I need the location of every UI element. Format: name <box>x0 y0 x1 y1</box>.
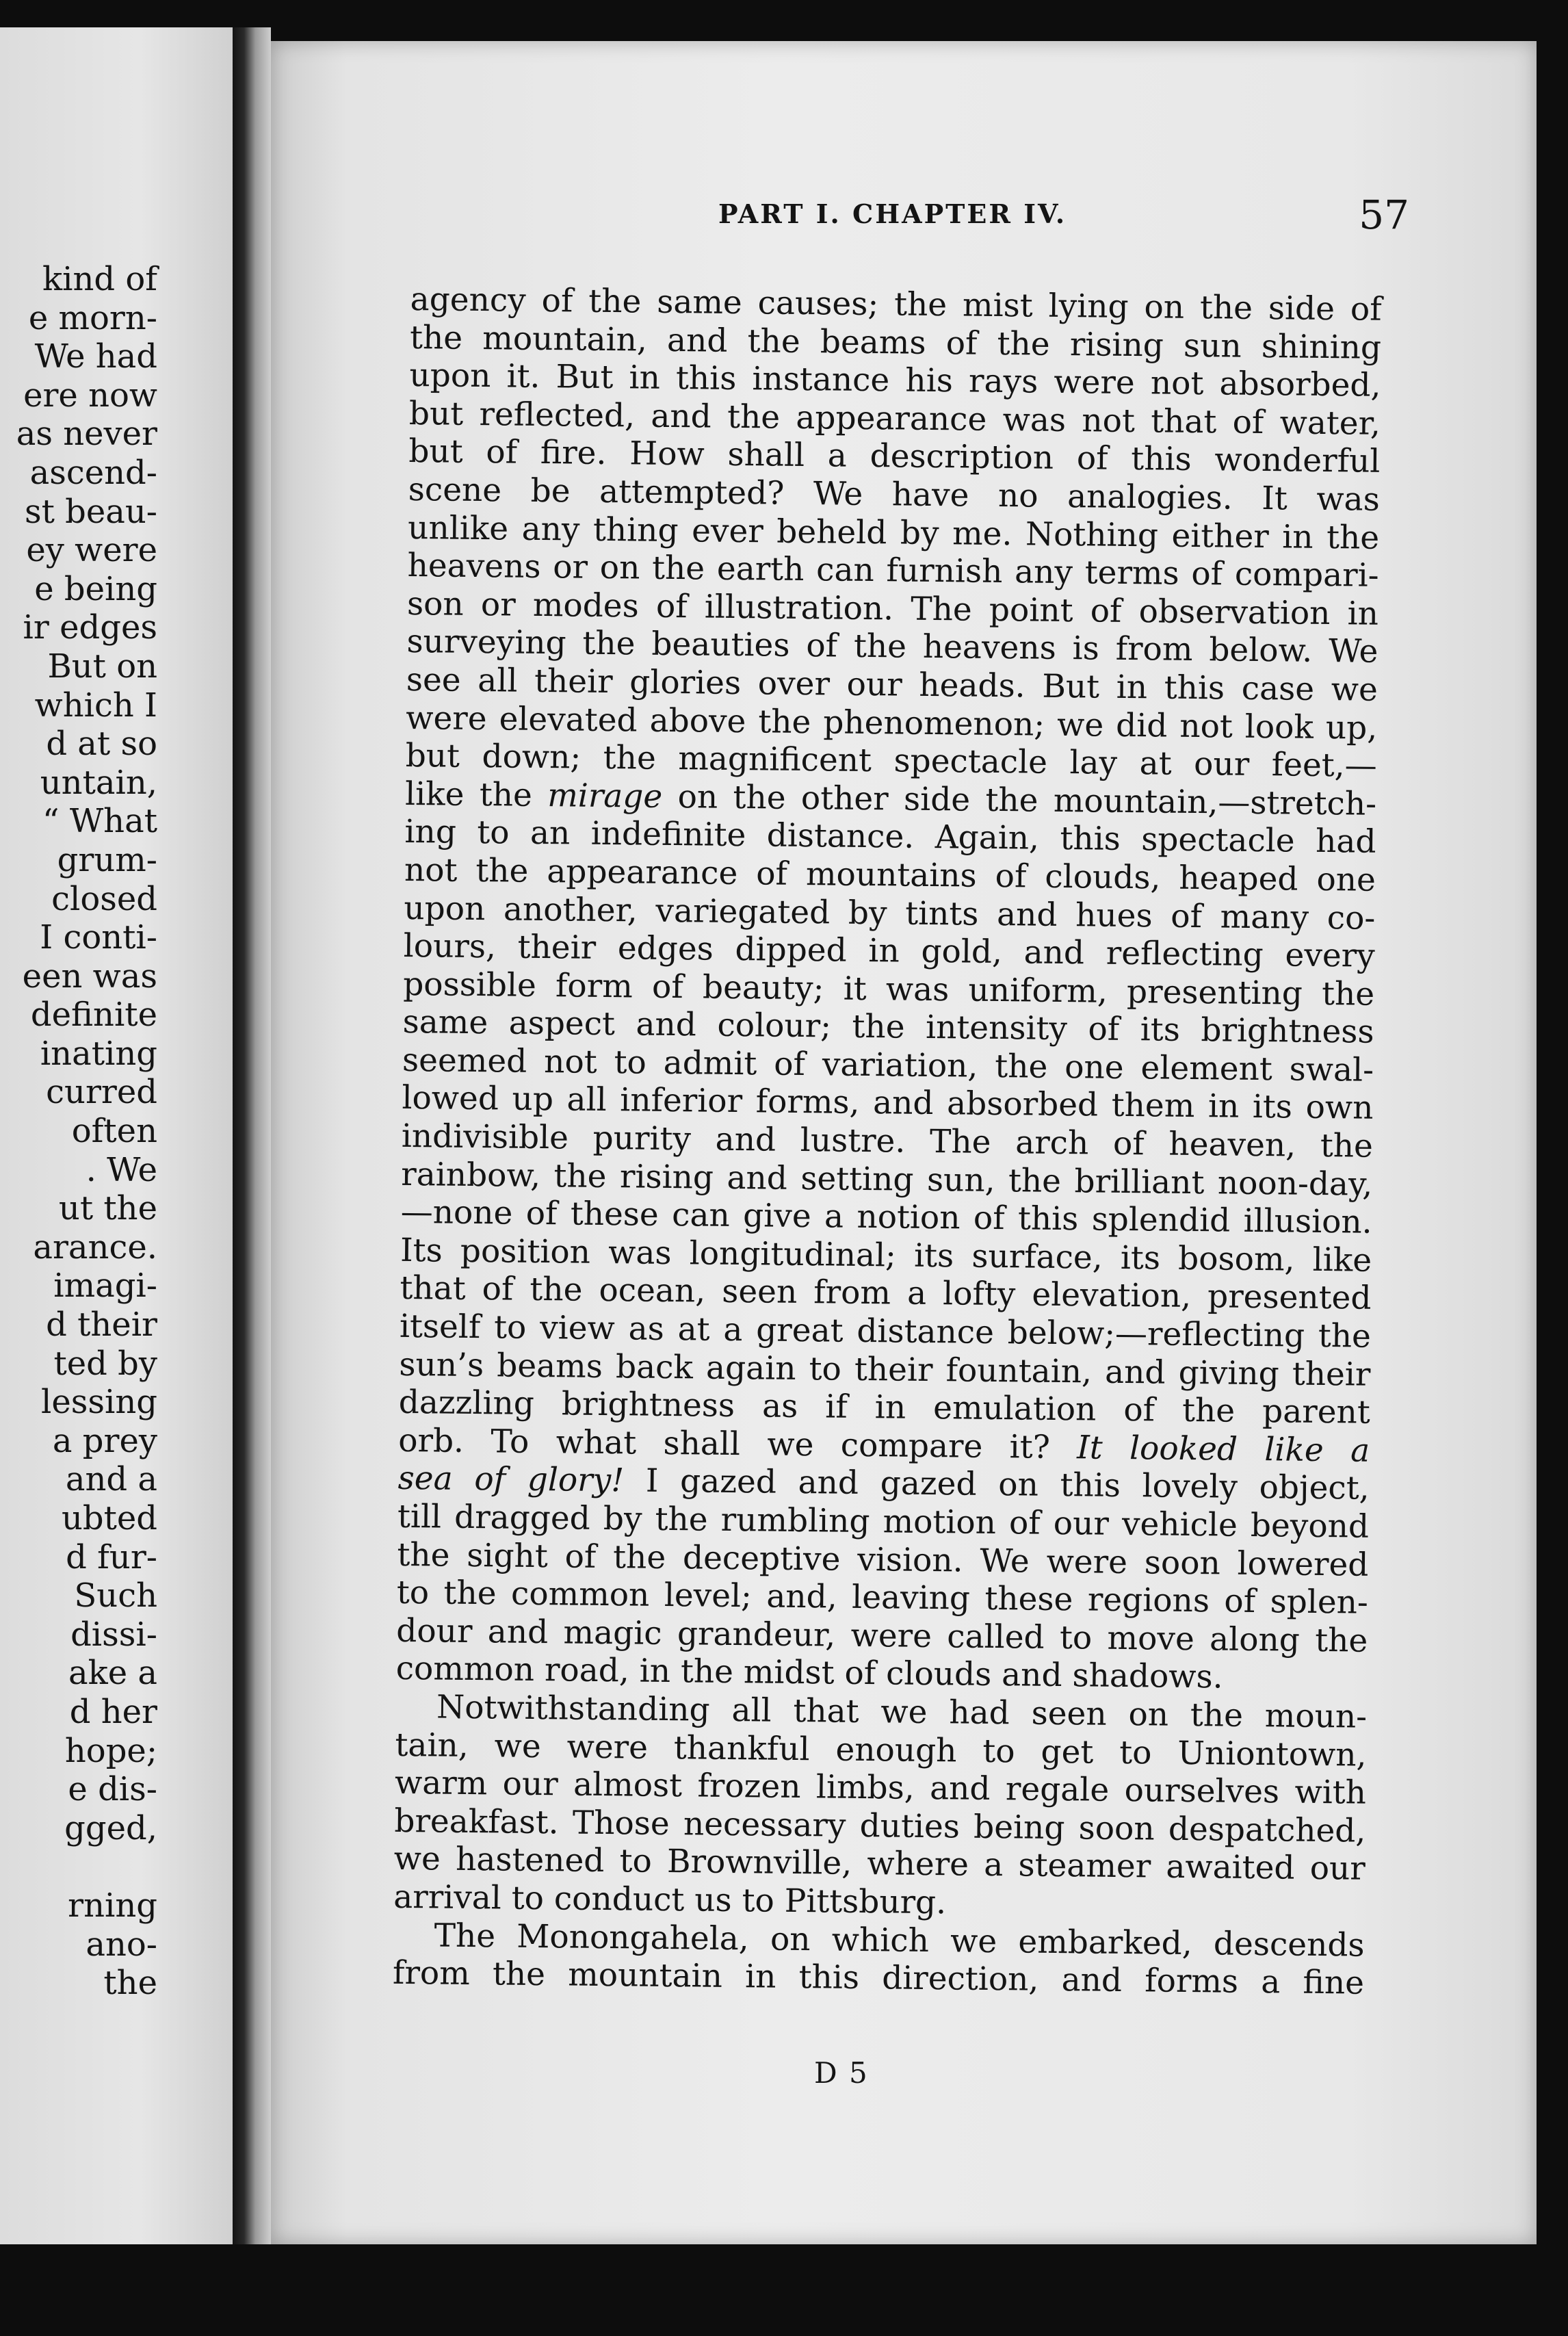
text-run: like the <box>404 775 548 814</box>
text-line: heavens or on the earth can furnish any terms of compari- <box>407 547 1379 595</box>
previous-page-fragment: ake a <box>68 1654 157 1693</box>
text-line: to the common level; and, leaving these regions of splen- <box>396 1574 1369 1622</box>
previous-page-fragment: as never <box>16 415 157 454</box>
previous-page-edge <box>0 27 233 2244</box>
previous-page-fragment <box>0 1847 157 1886</box>
previous-page-fragment: “ What <box>42 802 157 841</box>
previous-page-fragment: d at so <box>46 725 157 764</box>
book-gutter <box>233 27 271 2244</box>
previous-page-fragment: arance. <box>33 1228 157 1267</box>
text-line: upon it. But in this instance his rays were not absorbed, <box>409 356 1381 405</box>
previous-page-fragment: lessing <box>40 1383 157 1422</box>
previous-page-fragment: ubted <box>61 1499 157 1537</box>
previous-page-fragment: st beau- <box>24 492 157 531</box>
text-line: that of the ocean, seen from a lofty elevation, presented <box>400 1269 1372 1318</box>
previous-page-fragment: kind of <box>42 260 157 298</box>
previous-page-fragment: inating <box>40 1034 157 1073</box>
text-line: lours, their edges dipped in gold, and reflecting every <box>403 927 1376 975</box>
previous-page-fragment: e being <box>34 569 157 608</box>
previous-page-fragment: often <box>71 1112 157 1151</box>
text-line: till dragged by the rumbling motion of our vehicle beyond <box>397 1497 1370 1546</box>
page-number: 57 <box>1359 192 1409 238</box>
previous-page-fragment: rning <box>68 1886 157 1925</box>
previous-page-fragment: d their <box>46 1306 157 1345</box>
paragraph-end-line: arrival to conduct us to Pittsburg. <box>393 1878 947 1922</box>
previous-page-fragment: d fur- <box>66 1537 157 1576</box>
text-line: upon another, variegated by tints and hues of many co- <box>404 889 1376 937</box>
previous-page-fragment: closed <box>51 879 157 918</box>
previous-page-fragment: . We <box>86 1150 157 1189</box>
text-line: tain, we were thankful enough to get to Uniontown, <box>395 1726 1367 1774</box>
previous-page-fragment: ted by <box>53 1344 157 1383</box>
text-line: surveying the beauties of the heavens is from below. We <box>406 623 1378 671</box>
running-title: PART I. CHAPTER IV. <box>718 198 1067 229</box>
previous-page-fragment: curred <box>46 1073 157 1112</box>
text-line: breakfast. Those necessary duties being soon despatched, <box>394 1802 1366 1850</box>
text-line: possible form of beauty; it was uniform, presenting the <box>402 965 1375 1013</box>
italic-phrase: It looked like a <box>1076 1429 1370 1470</box>
text-run: I gazed and gazed on this lovely object, <box>623 1462 1370 1508</box>
text-line: ing to an indefinite distance. Again, this spectacle had <box>404 813 1376 861</box>
previous-page-fragment: Such <box>74 1576 157 1615</box>
text-line: we hastened to Brownville, where a steamer awaited our <box>393 1840 1366 1889</box>
paragraph-start-line: The Monongahela, on which we embarked, descends <box>434 1917 1365 1964</box>
text-line: agency of the same causes; the mist lying on the side of <box>410 281 1382 328</box>
italic-phrase: sea of glory! <box>397 1459 625 1500</box>
text-line: indivisible purity and lustre. The arch of heaven, the <box>401 1117 1374 1165</box>
previous-page-fragment: ir edges <box>23 608 157 647</box>
previous-page-fragment: hope; <box>64 1731 157 1770</box>
previous-page-fragment: dissi- <box>70 1615 157 1654</box>
text-line: dour and magic grandeur, were called to move along the <box>396 1611 1368 1660</box>
text-line: dazzling brightness as if in emulation of the parent <box>398 1384 1371 1431</box>
body-text <box>393 281 1382 2002</box>
previous-page-fragment: definite <box>30 996 157 1035</box>
text-line: son or modes of illustration. The point of observation in <box>406 584 1379 633</box>
previous-page-fragment: the <box>103 1964 157 2003</box>
paragraph-start-line: Notwithstanding all that we had seen on the moun- <box>436 1688 1368 1736</box>
previous-page-fragment: ey were <box>26 531 157 570</box>
text-line: not the appearance of mountains of clouds, heaped one <box>404 851 1376 899</box>
text-line: —none of these can give a notion of this splendid illusion. <box>400 1193 1372 1242</box>
previous-page-fragment: ascend- <box>29 453 157 492</box>
text-line: see all their glories over our heads. But in this case we <box>406 660 1378 709</box>
previous-page-fragment: een was <box>22 957 157 996</box>
previous-page-text <box>0 260 157 2003</box>
text-line: seemed not to admit of variation, the one element swal- <box>402 1041 1374 1089</box>
previous-page-fragment: e dis- <box>68 1770 157 1809</box>
text-line: the mountain, and the beams of the rising sun shining <box>409 318 1382 367</box>
paragraph-end-line: common road, in the midst of clouds and shadows. <box>395 1650 1223 1696</box>
text-line: were elevated above the phenomenon; we did not look up, <box>406 699 1378 747</box>
previous-page-fragment: d her <box>69 1692 157 1731</box>
previous-page-fragment: imagi- <box>53 1267 157 1306</box>
text-line: rainbow, the rising and setting sun, the brilliant noon-day, <box>401 1155 1373 1204</box>
text-run: on the other side the mountain,—stretch- <box>662 777 1377 823</box>
previous-page-fragment: ut the <box>58 1189 157 1228</box>
previous-page-fragment: ere now <box>23 376 157 415</box>
previous-page-fragment: a prey <box>52 1421 157 1460</box>
previous-page-fragment: ano- <box>86 1925 157 1964</box>
text-line: same aspect and colour; the intensity of its brightness <box>402 1003 1374 1052</box>
previous-page-fragment: But on <box>47 647 157 686</box>
previous-page-fragment: untain, <box>40 763 157 802</box>
previous-page-fragment: We had <box>34 337 157 376</box>
text-line: warm our almost frozen limbs, and regale ourselves with <box>394 1764 1367 1812</box>
text-line: but down; the magnificent spectacle lay at our feet,— <box>405 737 1377 785</box>
text-line: but of fire. How shall a description of this wonderful <box>408 432 1381 481</box>
text-run: orb. To what shall we compare it? <box>397 1421 1077 1467</box>
previous-page-fragment: which I <box>34 686 157 725</box>
previous-page-fragment: gged, <box>64 1808 157 1847</box>
previous-page-fragment: grum- <box>57 840 157 879</box>
text-line: sun’s beams back again to their fountain, and giving their <box>399 1345 1371 1394</box>
text-line: Its position was longitudinal; its surface, its bosom, like <box>400 1231 1372 1280</box>
previous-page-fragment: e morn- <box>28 298 157 337</box>
previous-page-fragment: I conti- <box>40 918 157 957</box>
text-line: scene be attempted? We have no analogies. It was <box>408 470 1381 519</box>
italic-word: mirage <box>547 776 663 816</box>
text-line: but reflected, and the appearance was not that of water, <box>408 394 1381 443</box>
signature-mark: D 5 <box>814 2056 869 2090</box>
text-line: unlike any thing ever beheld by me. Nothing either in the <box>407 508 1380 557</box>
previous-page-fragment: and a <box>65 1460 157 1499</box>
text-line: the sight of the deceptive vision. We were soon lowered <box>397 1535 1369 1584</box>
text-line: lowed up all inferior forms, and absorbed them in its own <box>402 1079 1374 1128</box>
text-line: from the mountain in this direction, and forms a fine <box>392 1954 1365 2002</box>
text-line: itself to view as at a great distance below;—reflecting the <box>399 1307 1372 1355</box>
